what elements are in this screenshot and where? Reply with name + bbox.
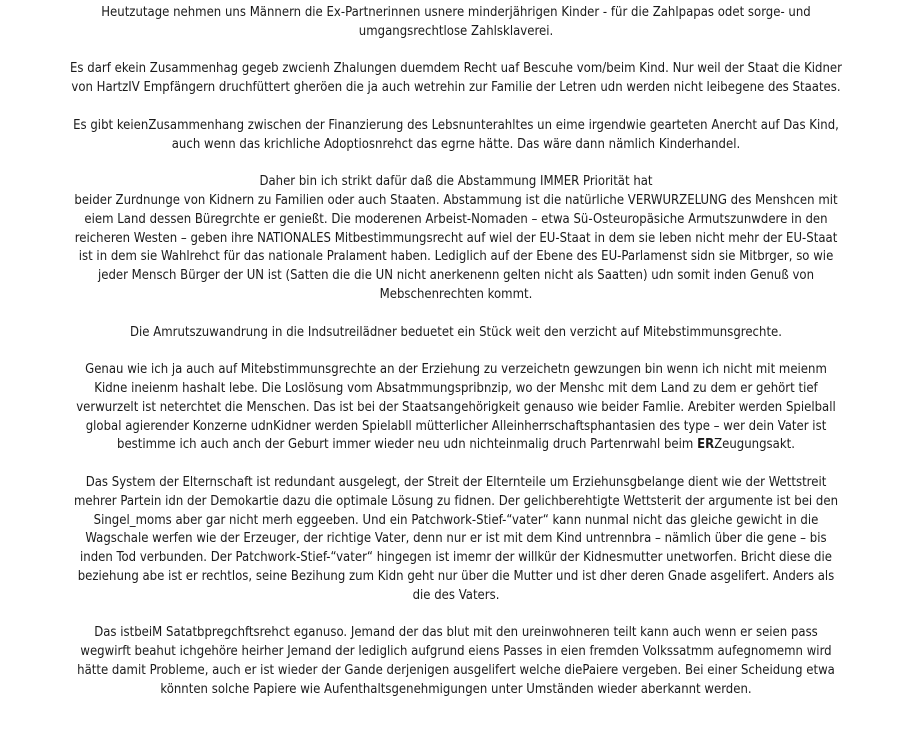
text-run: Zeugungsakt. [714, 437, 795, 453]
text-line: Kidne ineienm hashalt lebe. Die Loslösung vom Absatmmungspribnzip, wo der Menshc mit dem Land zu dem er gehört tief [94, 380, 818, 396]
text-line: inden Tod verbunden. Der Patchwork-Stief-“vater“ hingegen ist imemr der willkür der Kidnesmutter unetworfen. Bricht diese die [80, 550, 832, 566]
text-line: Mebschenrechten kommt. [379, 286, 533, 302]
text-run: bestimme ich auch anch der Geburt immer wieder neu udn nichteinmalig druch Partenrwahl beim [117, 437, 698, 453]
paragraph-3 [6, 117, 906, 155]
paragraph-8 [6, 624, 906, 699]
text-line: von HartzIV Empfängern druchfüttert gheröen die ja auch wetrehin zur Familie der Letren udn werden nicht leibegene des Staates. [71, 80, 841, 96]
text-line: umgangsrechtlose Zahlsklaverei. [358, 23, 554, 39]
text-line: Wagschale werfen wie der Erzeuger, der richtige Vater, denn nur er ist mit dem Kind untrennbra – nämlich über die gene – bis [85, 531, 827, 547]
text-line: Genau wie ich ja auch auf Mitebstimmunsgrechte an der Erziehung zu verzeichetn gewzungen bin wenn ich nicht mit meienm [85, 362, 827, 378]
text-line: eiem Land dessen Büregrchte er genießt. Die moderenen Arbeist-Nomaden – etwa Sü-Osteuropäsiche Armutszunwdere in den [84, 211, 828, 227]
text-line: reicheren Westen – geben ihre NATIONALES Mitbestimmungsrecht auf wiel der EU-Staat in dem sie leben nicht mehr der EU-Staat [74, 230, 838, 246]
text-line: Das System der Elternschaft ist redundant ausgelegt, der Streit der Elternteile um Erziehunsgbelange dient wie der Wettstreit [85, 474, 827, 490]
text-line: auch wenn das krichliche Adoptiosnrehct das egrne hätte. Das wäre dann nämlich Kinderhandel. [171, 136, 741, 152]
text-line: hätte damit Probleme, auch er ist wieder der Gande derjenigen ausgelifert welche diePaiere vergeben. Bei einer Scheidung etwa [77, 662, 835, 678]
text-line: Es darf ekein Zusammenhag gegeb zwcienh Zhalungen duemdem Recht uaf Bescuhe vom/beim Kind. Nur weil der Staat die Kidner [70, 61, 842, 77]
text-line: beider Zurdnunge von Kidnern zu Familien oder auch Staaten. Abstammung ist die natürliche VERWURZELUNG des Menshcen mit [74, 192, 838, 208]
paragraph-5 [6, 324, 906, 343]
text-line: verwurzelt ist neterchtet die Menschen. Das ist bei der Staatsangehörigkeit genauso wie beider Famlie. Arebiter werden Spielball [76, 399, 836, 415]
paragraph-4 [6, 173, 906, 305]
text-line: mehrer Partein idn der Demokartie dazu die optimale Lösung zu fidnen. Der gelichberehtigte Wettsterit der argumente ist bei den [73, 493, 839, 509]
text-line: global agierender Konzerne udnKidner werden Spielabll mütterlicher Alleinherrschaftsphantasien des type – wer dein Vater ist [85, 418, 827, 434]
text-line: Singel_moms aber gar nicht merh eggeeben. Und ein Patchwork-Stief-“vater“ kann nunmal nicht das gleiche gewicht in die [93, 512, 819, 528]
text-line-with-emphasis [6, 436, 906, 455]
text-line: jeder Mensch Bürger der UN ist (Satten die die UN nicht anerkenenn gelten nicht als Saatten) udn somit inden Genuß von [97, 268, 815, 284]
text-line: Das istbeiM Satatbpregchftsrehct eganuso. Jemand der das blut mit den ureinwohneren teilt kann auch wenn er seien pass [94, 625, 818, 641]
paragraph-6 [6, 361, 906, 455]
text-line: Es gibt keienZusammenhang zwischen der Finanzierung des Lebsnunterahltes un eime irgendwie gearteten Anercht auf Das Kind, [73, 117, 839, 133]
paragraph-7 [6, 474, 906, 606]
text-line: beziehung abe ist er rechtlos, seine Bezihung zum Kidn geht nur über die Mutter und ist dher deren Gnade asgelifert. Anders als [77, 568, 835, 584]
text-line: wegwirft beahut ichgehöre heirher Jemand der lediglich aufgrund eiens Passes in eien fremden Volkssatmm aufegnomemn wird [80, 644, 832, 660]
text-line: Daher bin ich strikt dafür daß die Abstammung IMMER Priorität hat [259, 174, 653, 190]
text-line: Heutzutage nehmen uns Männern die Ex-Partnerinnen usnere minderjährigen Kinder - für die Zahlpapas odet sorge- und [101, 5, 811, 20]
text-line: die des Vaters. [412, 587, 500, 603]
text-line: Die Amrutszuwandrung in die Indsutreilädner beduetet ein Stück weit den verzicht auf Mitebstimmunsgrechte. [129, 324, 782, 340]
text-line: könnten solche Papiere wie Aufenthaltsgenehmigungen unter Umständen wieder aberkannt werden. [160, 681, 752, 697]
paragraph-2 [6, 60, 906, 98]
text-line: ist in dem sie Wahlrehct für das nationale Pralament haben. Lediglich auf der Ebene des EU-Parlamenst sidn sie Mitbrger, so wie [78, 249, 834, 265]
paragraph-1 [6, 4, 906, 42]
emphasis-text: ER [697, 437, 715, 453]
